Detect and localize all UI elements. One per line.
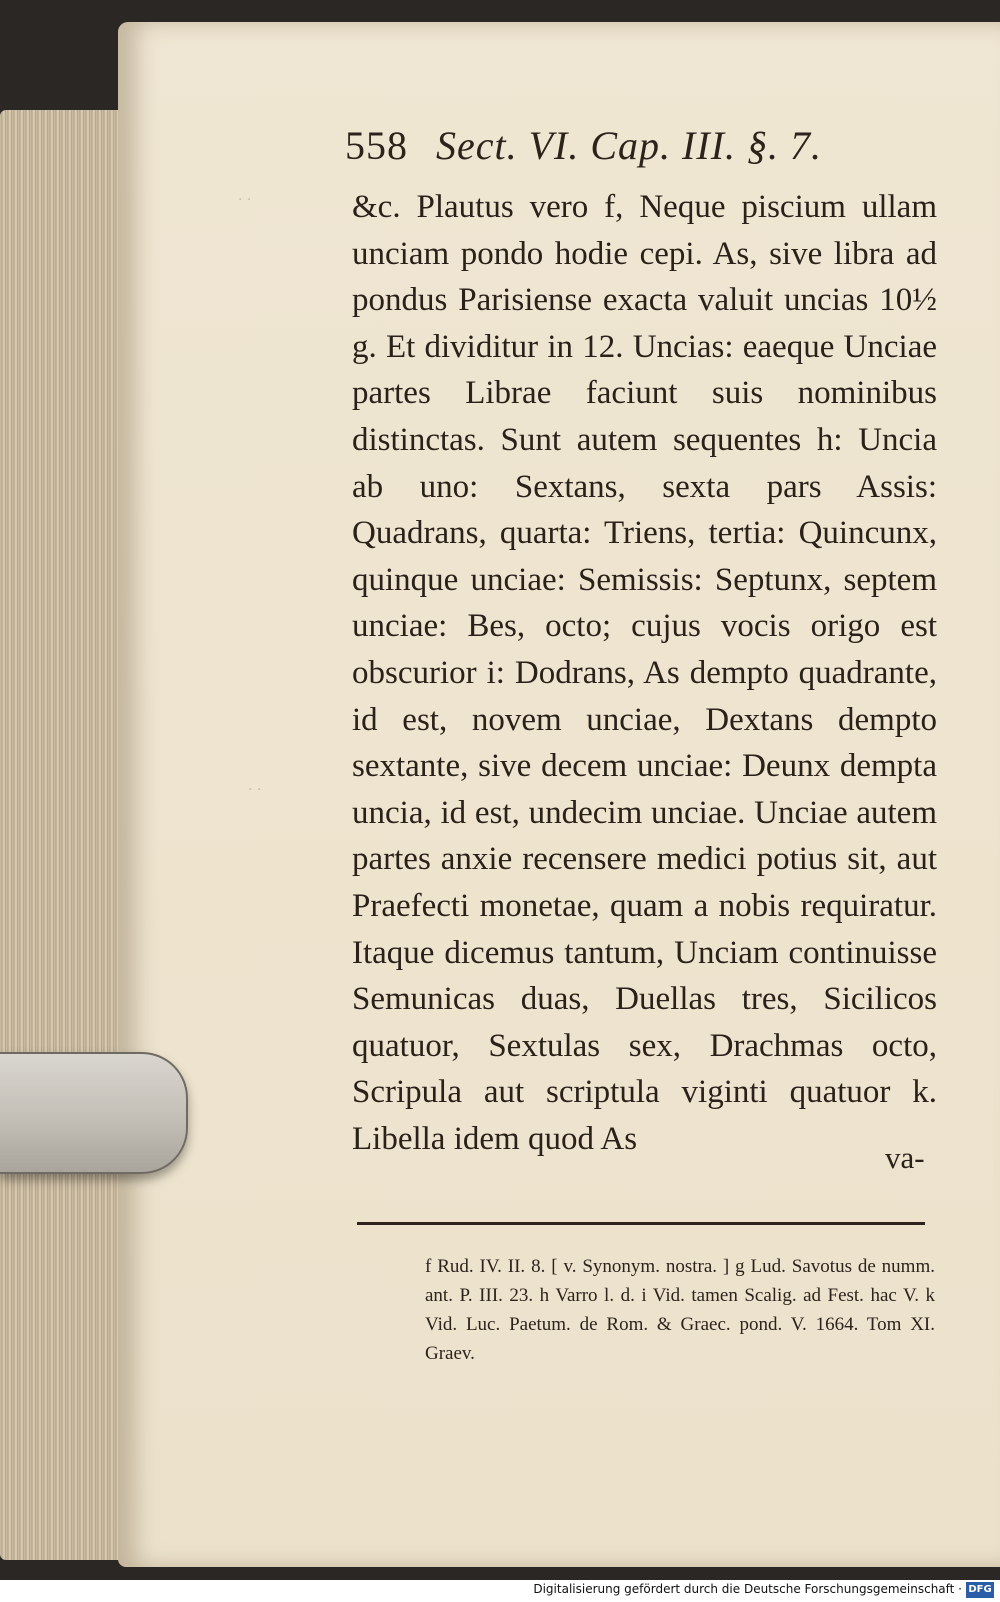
footnote-rule	[357, 1222, 925, 1225]
show-through-mark: · ·	[248, 782, 262, 798]
footnotes: f Rud. IV. II. 8. [ v. Synonym. nostra. ] g Lud. Savotus de numm. ant. P. III. 23. h Varro l. d. i Vid. tamen Scalig. ad Fest. hac V. k Vid. Luc. Paetum. de Rom. & Graec. pond. V. 1664. Tom XI. Graev.	[425, 1256, 935, 1364]
catchword: va-	[885, 1140, 925, 1175]
show-through-mark: · ·	[238, 192, 252, 208]
page-number: 558	[345, 123, 408, 168]
digitization-credit: Digitalisierung gefördert durch die Deutsche Forschungsgemeinschaft ·	[533, 1582, 962, 1596]
running-head	[345, 122, 822, 169]
body-text: &c. Plautus vero f, Neque piscium ullam unciam pondo hodie cepi. As, sive libra ad pondus Parisiense exacta valuit uncias 10½ g. Et dividitur in 12. Uncias: eaeque Unciae partes Librae faciunt suis nominibus distinctas. Sunt autem sequentes h: Uncia ab uno: Sextans, sexta pars Assis: Quadrans, quarta: Triens, tertia: Quincunx, quinque unciae: Semissis: Septunx, septem unciae: Bes, octo; cujus vocis origo est obscurior i: Dodrans, As dempto quadrante, id est, novem unciae, Dextans dempto sextante, sive decem unciae: Deunx dempta uncia, id est, undecim unciae. Unciae autem partes anxie recensere medici potius sit, aut Praefecti monetae, quam a nobis requiratur. Itaque dicemus tantum, Unciam continuisse Semunicas duas, Duellas tres, Sicilicos quatuor, Sextulas sex, Drachmas octo, Scripula aut scriptula viginti quatuor k. Libella idem quod As	[352, 189, 937, 1157]
dfg-logo: DFG	[966, 1582, 994, 1598]
page-clip-tab	[0, 1052, 188, 1174]
running-title: Sect. VI. Cap. III. §. 7.	[436, 123, 823, 168]
